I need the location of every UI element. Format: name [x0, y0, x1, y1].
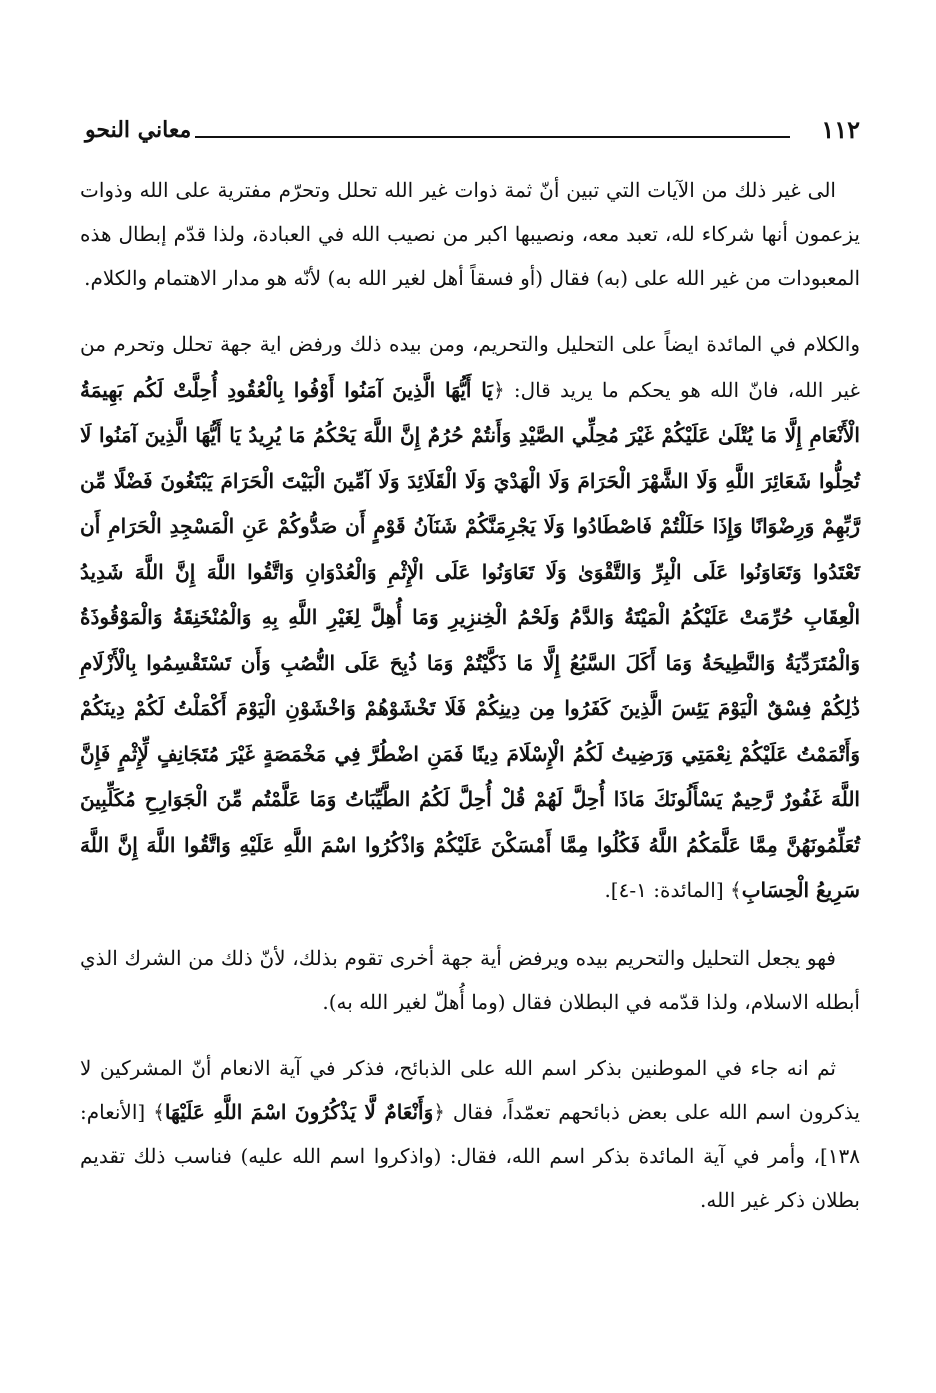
citation-maidah: [المائدة: ١-٤]. — [604, 878, 724, 902]
paragraph-1: الى غير ذلك من الآيات التي تبين أنّ ثمة ذوات غير الله تحلل وتحرّم مفترية على الله وذوات يزعمون أنها شركاء لله، تعبد معه، ونصيبها اكبر من نصيب الله في العبادة، ولذا قدّم إبطال هذه المعبودات من غير الله على (به) فقال (أو فسقاً أهل لغير الله به) لأنّه هو مدار الاهتمام والكلام. — [80, 178, 860, 290]
book-title: معاني النحو — [85, 117, 192, 143]
quran-verse-maidah: يَا أَيُّهَا الَّذِينَ آمَنُوا أَوْفُوا بِالْعُقُودِ أُحِلَّتْ لَكُم بَهِيمَةُ الْأَنْعَامِ إِلَّا مَا يُتْلَىٰ عَلَيْكُمْ غَيْرَ مُحِلِّي الصَّيْدِ وَأَنتُمْ حُرُمٌ إِنَّ اللَّهَ يَحْكُمُ مَا يُرِيدُ يَا أَيُّهَا الَّذِينَ آمَنُوا لَا تُحِلُّوا شَعَائِرَ اللَّهِ وَلَا الشَّهْرَ الْحَرَامَ وَلَا الْهَدْيَ وَلَا الْقَلَائِدَ وَلَا آمِّينَ الْبَيْتَ الْحَرَامَ يَبْتَغُونَ فَضْلًا مِّن رَّبِّهِمْ وَرِضْوَانًا وَإِذَا حَلَلْتُمْ فَاصْطَادُوا وَلَا يَجْرِمَنَّكُمْ شَنَآنُ قَوْمٍ أَن صَدُّوكُمْ عَنِ الْمَسْجِدِ الْحَرَامِ أَن تَعْتَدُوا وَتَعَاوَنُوا عَلَى الْبِرِّ وَالتَّقْوَىٰ وَلَا تَعَاوَنُوا عَلَى الْإِثْمِ وَالْعُدْوَانِ وَاتَّقُوا اللَّهَ إِنَّ اللَّهَ شَدِيدُ الْعِقَابِ حُرِّمَتْ عَلَيْكُمُ الْمَيْتَةُ وَالدَّمُ وَلَحْمُ الْخِنزِيرِ وَمَا أُهِلَّ لِغَيْرِ اللَّهِ بِهِ وَالْمُنْخَنِقَةُ وَالْمَوْقُوذَةُ وَالْمُتَرَدِّيَةُ وَالنَّطِيحَةُ وَمَا أَكَلَ السَّبُعُ إِلَّا مَا ذَكَّيْتُمْ وَمَا ذُبِحَ عَلَى النُّصُبِ وَأَن تَسْتَقْسِمُوا بِالْأَزْلَامِ ذَٰلِكُمْ فِسْقٌ الْيَوْمَ يَئِسَ الَّذِينَ كَفَرُوا مِن دِينِكُمْ فَلَا تَخْشَوْهُمْ وَاخْشَوْنِ الْيَوْمَ أَكْمَلْتُ لَكُمْ دِينَكُمْ وَأَتْمَمْتُ عَلَيْكُمْ نِعْمَتِي وَرَضِيتُ لَكُمُ الْإِسْلَامَ دِينًا فَمَنِ اضْطُرَّ فِي مَخْمَصَةٍ غَيْرَ مُتَجَانِفٍ لِّإِثْمٍ فَإِنَّ اللَّهَ غَفُورٌ رَّحِيمٌ يَسْأَلُونَكَ مَاذَا أُحِلَّ لَهُمْ قُلْ أُحِلَّ لَكُمُ الطَّيِّبَاتُ وَمَا عَلَّمْتُم مِّنَ الْجَوَارِحِ مُكَلِّبِينَ تُعَلِّمُونَهُنَّ مِمَّا عَلَّمَكُمُ اللَّهُ فَكُلُوا مِمَّا أَمْسَكْنَ عَلَيْكُمْ وَاذْكُرُوا اسْمَ اللَّهِ عَلَيْهِ وَاتَّقُوا اللَّهَ إِنَّ اللَّهَ سَرِيعُ الْحِسَابِ — [80, 377, 860, 902]
page-number: ١١٢ — [821, 115, 860, 144]
paragraph-2 — [80, 322, 860, 914]
quran-close-bracket-2: ﴾ — [153, 1099, 165, 1124]
page-header — [85, 112, 860, 148]
quran-open-bracket-2: ﴿ — [433, 1099, 445, 1124]
quran-open-bracket: ﴿ — [492, 377, 505, 402]
header-rule — [195, 136, 790, 138]
paragraph-4-rest: [الأنعام: ١٣٨]، وأمر في آية المائدة بذكر اسم الله، فقال: (واذكروا اسم الله عليه) فناسب ذلك تقديم بطلان ذكر غير الله. — [80, 1099, 860, 1212]
paragraph-2-intro: والكلام في المائدة ايضاً على التحليل والتحريم، ومن بيده ذلك ورفض اية جهة تحلل وتحرم من غير الله، فانّ الله هو يحكم ما يريد قال: — [80, 332, 861, 402]
paragraph-3: فهو يجعل التحليل والتحريم بيده ويرفض أية جهة أخرى تقوم بذلك، لأنّ ذلك من الشرك الذي أبطله الاسلام، ولذا قدّمه في البطلان فقال (وما أُهلّ لغير الله به). — [80, 945, 860, 1014]
quran-verse-anam: وَأَنْعَامٌ لَّا يَذْكُرُونَ اسْمَ اللَّهِ عَلَيْهَا — [164, 1099, 434, 1124]
quran-close-bracket: ﴾ — [729, 878, 742, 902]
paragraph-4 — [80, 1046, 860, 1222]
paragraph-4-intro: ثم انه جاء في الموطنين بذكر اسم الله على الذبائح، فذكر في آية الانعام أنّ المشركين لا يذكرون اسم الله على بعض ذبائحهم تعمّداً، فقال — [80, 1055, 860, 1124]
body-text — [80, 168, 860, 1244]
